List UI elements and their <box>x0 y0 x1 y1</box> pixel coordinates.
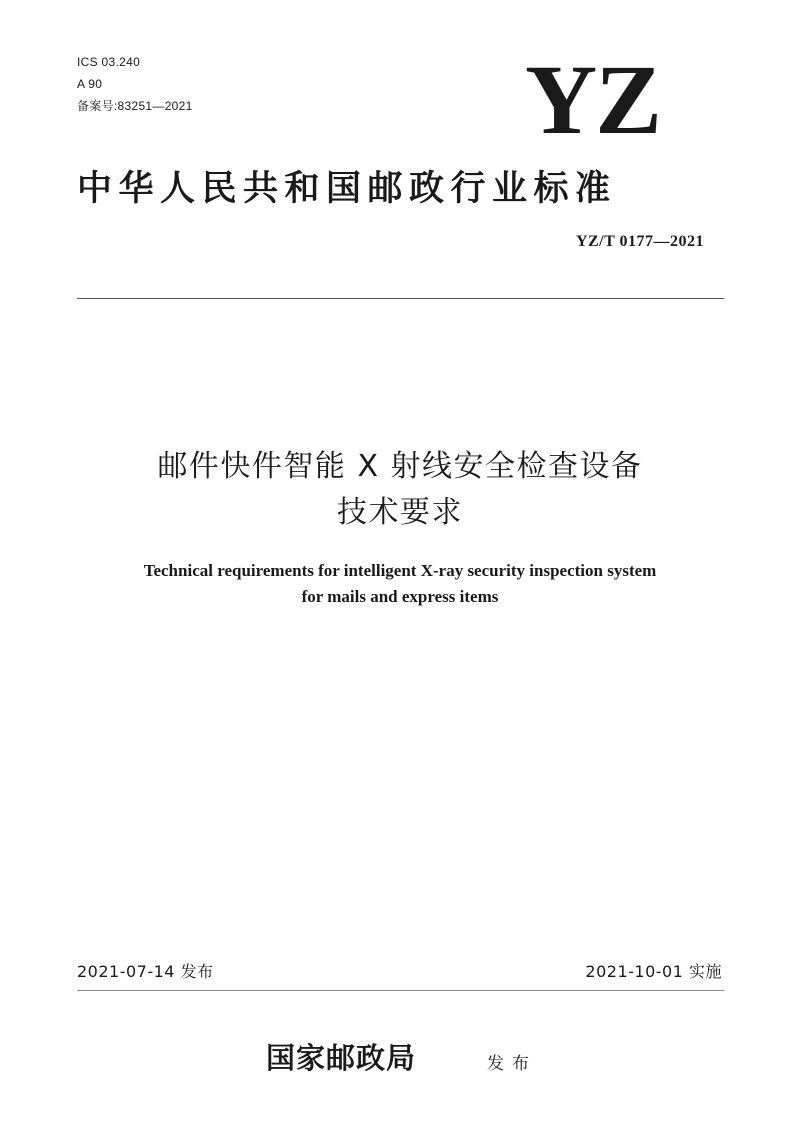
issue-label: 发布 <box>487 1054 537 1074</box>
issuing-authority: 国家邮政局 <box>266 1041 417 1075</box>
ics-code: ICS 03.240 <box>77 55 141 69</box>
title-en-line1: Technical requirements for intelligent X-ray security inspection system <box>143 561 657 580</box>
bottom-divider <box>77 990 724 991</box>
filing-number: 备案号:83251—2021 <box>77 99 193 113</box>
standard-number: YZ/T 0177—2021 <box>575 233 704 250</box>
ccs-code: A 90 <box>77 77 103 91</box>
top-divider <box>77 298 724 299</box>
implementation-date: 2021-10-01 实施 <box>585 962 722 981</box>
yz-logo: YZ <box>525 44 660 155</box>
title-cn-line2: 技术要求 <box>337 495 463 530</box>
title-cn-line1: 邮件快件智能 X 射线安全检查设备 <box>157 449 643 484</box>
title-en-line2: for mails and express items <box>301 587 499 606</box>
issue-date: 2021-07-14 发布 <box>77 962 214 981</box>
standard-authority-title: 中华人民共和国邮政行业标准 <box>77 168 617 209</box>
